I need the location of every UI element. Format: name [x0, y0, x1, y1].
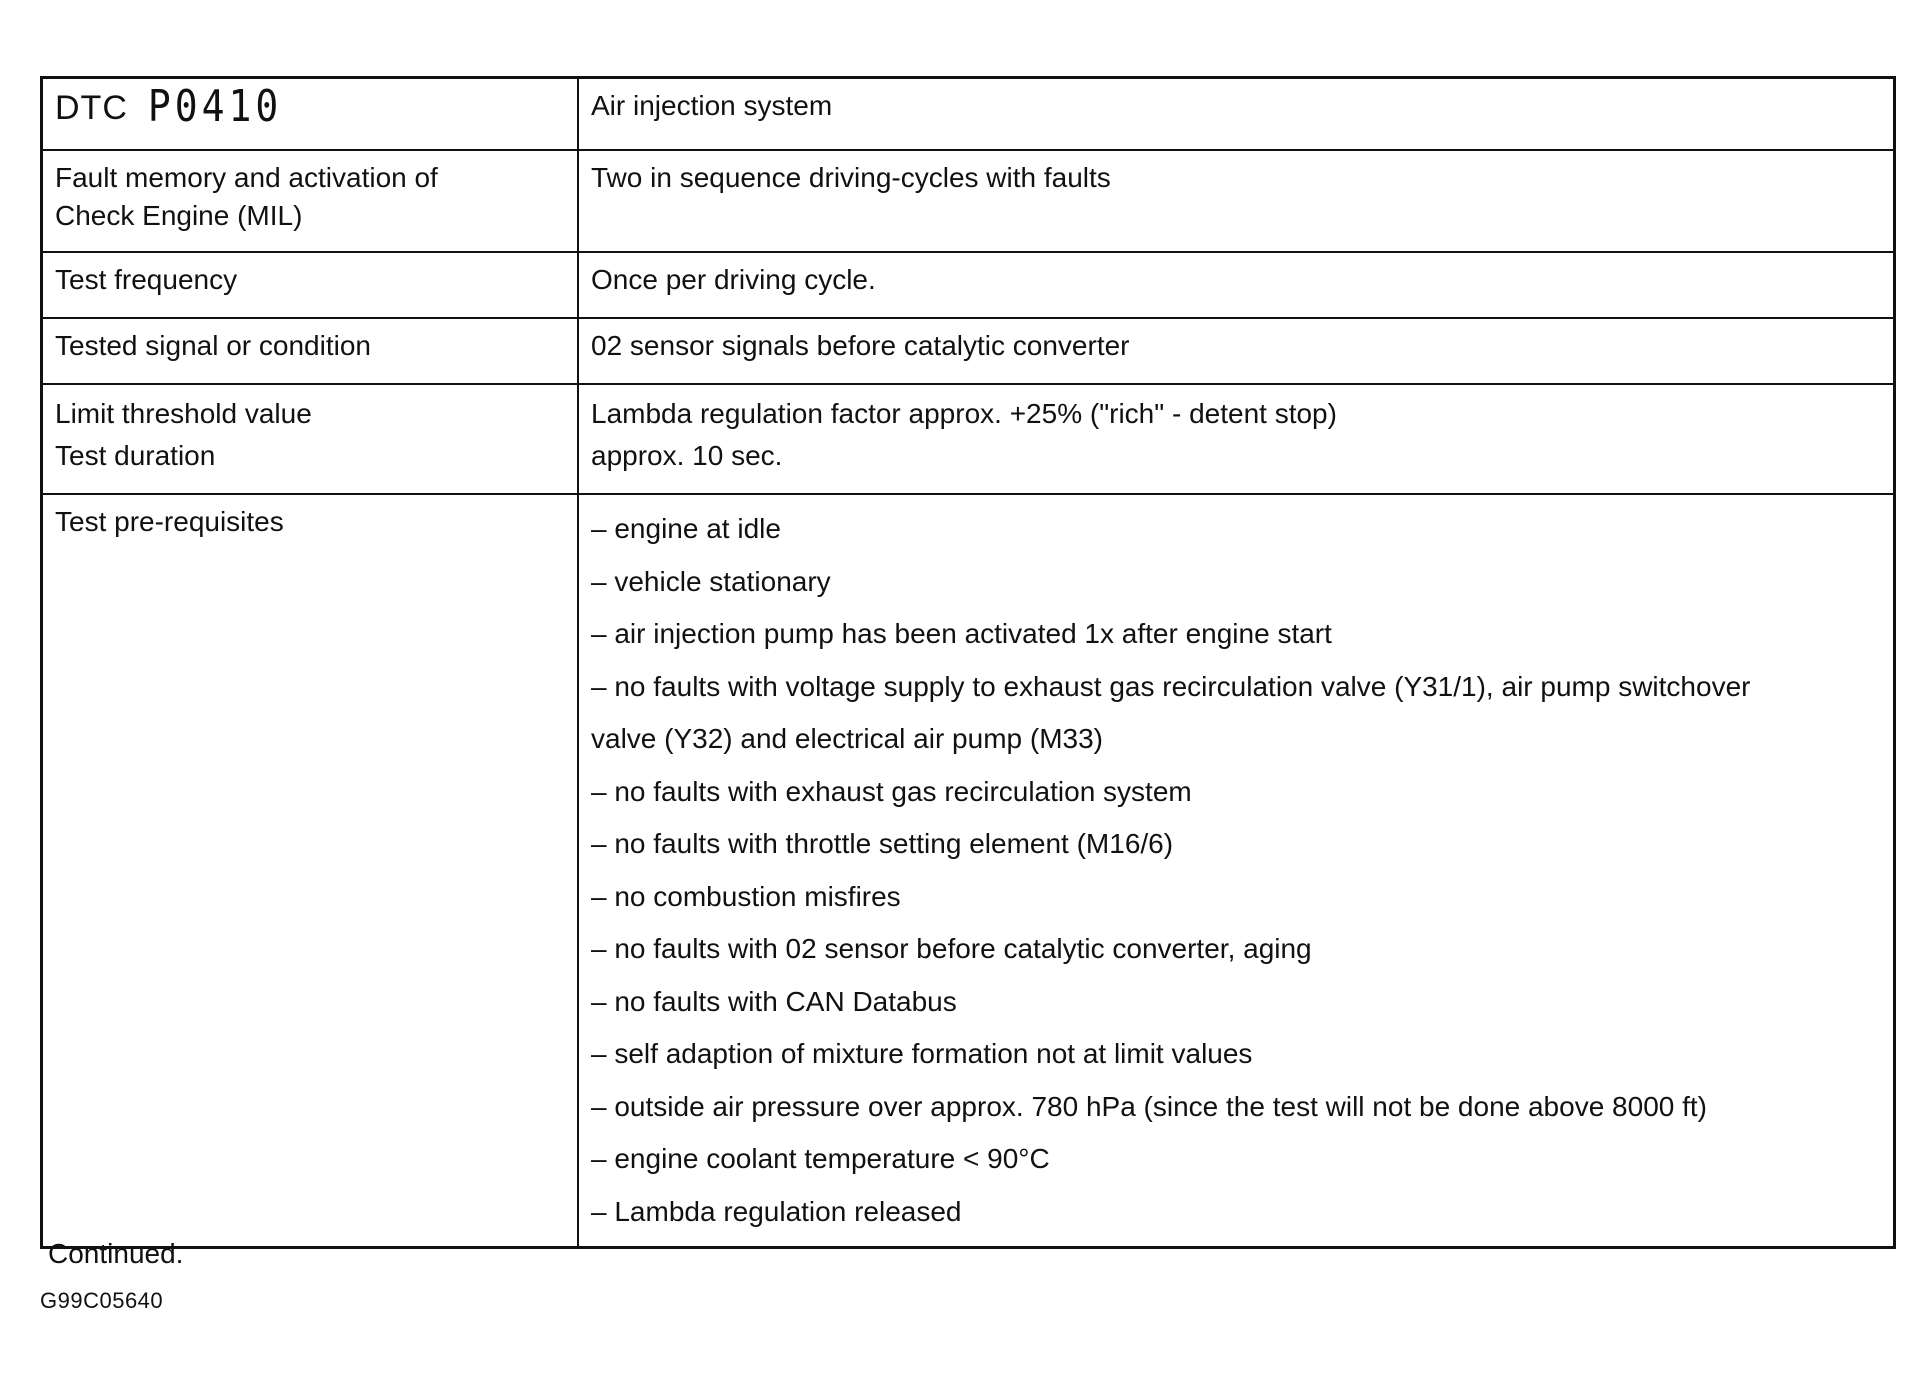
dtc-cell [42, 78, 579, 151]
fault-memory-label [42, 150, 579, 252]
list-item: – no combustion misfires [591, 880, 901, 912]
list-item: – self adaption of mixture formation not at limit values [591, 1038, 1253, 1069]
test-frequency-label: Test frequency [42, 252, 579, 318]
figure-id: G99C05640 [40, 1288, 164, 1313]
limit-threshold-label: Limit threshold value [55, 398, 312, 429]
list-item: – vehicle stationary [591, 565, 831, 597]
test-duration-value: approx. 10 sec. [591, 440, 783, 471]
table-row-header [42, 78, 1895, 151]
list-item: – Lambda regulation released [591, 1195, 962, 1227]
list-item: valve (Y32) and electrical air pump (M33) [591, 723, 1103, 754]
table-row-limit [42, 384, 1895, 494]
list-item: – no faults with 02 sensor before catalytic converter, aging [591, 933, 1312, 964]
fault-memory-label-line1: Fault memory and activation of [55, 162, 438, 193]
continued-note: Continued. [48, 1238, 184, 1269]
prerequisites-label: Test pre-requisites [42, 494, 579, 1248]
limit-threshold-value: Lambda regulation factor approx. +25% ("rich" - detent stop) [591, 398, 1337, 429]
table-row-tested-signal [42, 318, 1895, 384]
fault-memory-label-line2: Check Engine (MIL) [55, 200, 303, 231]
limit-label [42, 384, 579, 494]
test-duration-label: Test duration [55, 440, 216, 471]
dtc-label: DTC [55, 89, 128, 127]
table-row-fault-memory [42, 150, 1895, 252]
list-item: – no faults with CAN Databus [591, 985, 957, 1017]
prerequisites-list [591, 503, 1881, 1238]
table-row-test-frequency [42, 252, 1895, 318]
fault-memory-value: Two in sequence driving-cycles with faults [578, 150, 1895, 252]
dtc-code: P0410 [147, 80, 283, 132]
tested-signal-label: Tested signal or condition [42, 318, 579, 384]
tested-signal-value: 02 sensor signals before catalytic converter [578, 318, 1895, 384]
list-item: – no faults with throttle setting element (M16/6) [591, 828, 1174, 859]
list-item: – engine at idle [591, 513, 781, 544]
list-item: – no faults with exhaust gas recirculation system [591, 775, 1192, 807]
limit-value [578, 384, 1895, 494]
system-name: Air injection system [578, 78, 1895, 151]
dtc-table [40, 76, 1896, 1249]
list-item: – engine coolant temperature < 90°C [591, 1143, 1050, 1174]
test-frequency-value: Once per driving cycle. [578, 252, 1895, 318]
list-item: – outside air pressure over approx. 780 hPa (since the test will not be done above 8000 ft) [591, 1090, 1708, 1122]
list-item: – no faults with voltage supply to exhaust gas recirculation valve (Y31/1), air pump switchover [591, 670, 1751, 702]
dtc-document [40, 76, 1896, 1249]
prerequisites-value [578, 494, 1895, 1248]
table-row-prerequisites [42, 494, 1895, 1248]
list-item: – air injection pump has been activated 1x after engine start [591, 618, 1332, 649]
